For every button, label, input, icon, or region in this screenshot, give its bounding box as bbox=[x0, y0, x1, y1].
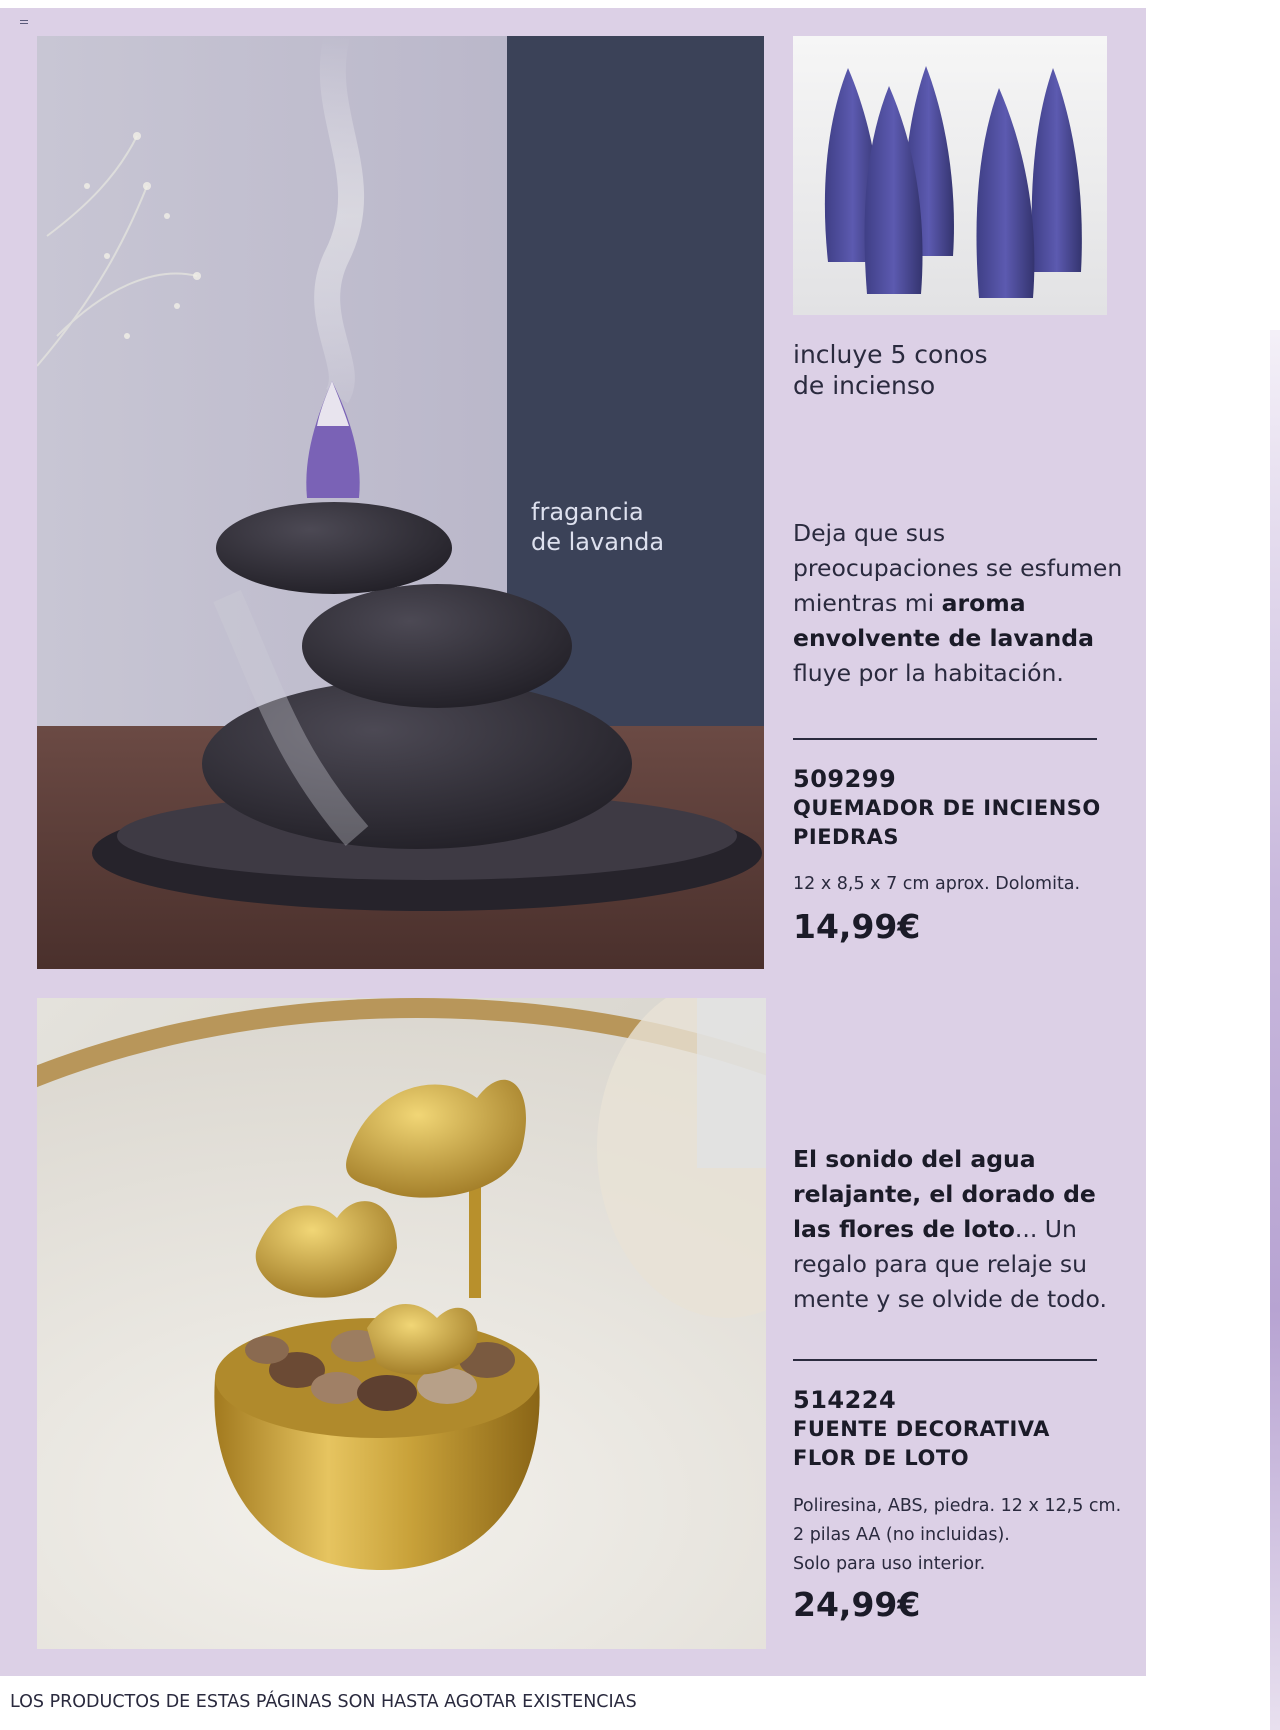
product2-code: 514224 bbox=[793, 1386, 897, 1414]
product-name-line: PIEDRAS bbox=[793, 825, 900, 849]
product-detail-line: Solo para uso interior. bbox=[793, 1554, 986, 1574]
product-detail-line: 12 x 8,5 x 7 cm aprox. Dolomita. bbox=[793, 874, 1081, 894]
fragrance-caption-line: de lavanda bbox=[531, 528, 665, 556]
divider bbox=[793, 1359, 1097, 1361]
lotus-fountain-photo bbox=[37, 998, 766, 1649]
cones-caption-line: incluye 5 conos bbox=[793, 340, 988, 369]
description-text: ... Un regalo para que relaje su mente y se olvide de todo. bbox=[793, 1215, 1107, 1313]
product-name-line: FUENTE DECORATIVA bbox=[793, 1417, 1050, 1441]
description-highlight: aroma envolvente de lavanda bbox=[793, 589, 1094, 652]
product1-code: 509299 bbox=[793, 765, 897, 793]
description-text: Deja que sus preocupaciones se esfumen mientras mi bbox=[793, 519, 1123, 617]
fragrance-caption bbox=[531, 497, 731, 557]
stock-disclaimer: LOS PRODUCTOS DE ESTAS PÁGINAS SON HASTA AGOTAR EXISTENCIAS bbox=[10, 1692, 637, 1712]
product1-details bbox=[793, 870, 1143, 899]
product2-name bbox=[793, 1415, 1133, 1473]
menu-icon[interactable] bbox=[20, 20, 28, 28]
incense-cones-photo bbox=[793, 36, 1107, 315]
next-page-edge bbox=[1270, 330, 1280, 1730]
product1-name bbox=[793, 794, 1133, 852]
product2-details bbox=[793, 1492, 1143, 1579]
description-text: fluye por la habitación. bbox=[793, 659, 1064, 687]
product-name-line: FLOR DE LOTO bbox=[793, 1446, 970, 1470]
product2-price: 24,99€ bbox=[793, 1585, 921, 1624]
product2-description bbox=[793, 1142, 1128, 1317]
description-highlight: El sonido del agua relajante, el dorado de las flores de loto bbox=[793, 1145, 1096, 1243]
cones-caption-line: de incienso bbox=[793, 371, 936, 401]
cones-caption bbox=[793, 339, 1093, 402]
product-detail-line: Poliresina, ABS, piedra. 12 x 12,5 cm. bbox=[793, 1496, 1122, 1516]
product-name-line: QUEMADOR DE INCIENSO bbox=[793, 796, 1101, 820]
product1-description bbox=[793, 516, 1128, 691]
product-detail-line: 2 pilas AA (no incluidas). bbox=[793, 1525, 1010, 1545]
product1-price: 14,99€ bbox=[793, 907, 921, 946]
fragrance-caption-line: fragancia bbox=[531, 498, 644, 526]
divider bbox=[793, 738, 1097, 740]
